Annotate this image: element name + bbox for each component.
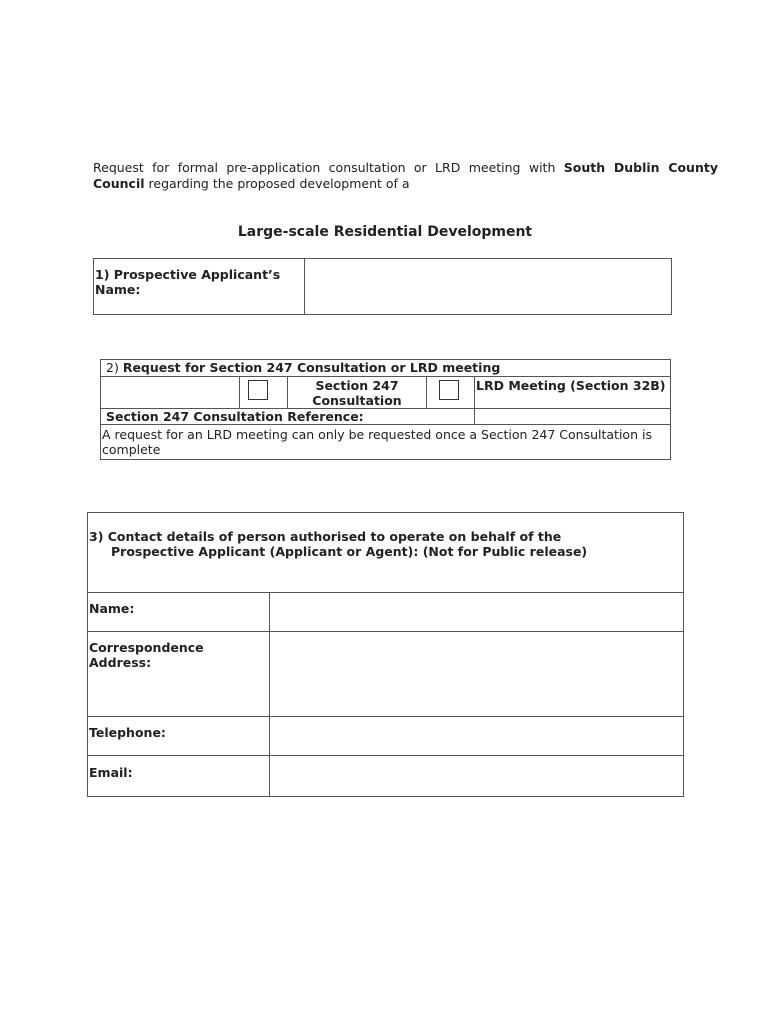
section3-heading-line2: Prospective Applicant (Applicant or Agent): (Not for Public release) (111, 544, 588, 559)
s247-option-label: Section 247 Consultation (288, 377, 427, 409)
section2-heading: Request for Section 247 Consultation or LRD meeting (122, 360, 501, 375)
request-type-table (100, 359, 671, 460)
council-name: South Dublin County Council (93, 160, 718, 191)
address-field[interactable] (270, 632, 684, 717)
name-field[interactable] (270, 593, 684, 632)
section3-heading-line1: 3) Contact details of person authorised to operate on behalf of the (89, 529, 562, 544)
telephone-field[interactable] (270, 717, 684, 756)
section3-heading-cell (88, 513, 684, 593)
intro-text-1: Request for formal pre-application consultation or LRD meeting with (93, 160, 564, 175)
lrd-note: A request for an LRD meeting can only be requested once a Section 247 Consultation is complete (101, 425, 671, 460)
lrd-checkbox[interactable] (439, 380, 459, 400)
s247-reference-field[interactable] (475, 409, 671, 425)
request-blank-cell (101, 377, 240, 409)
s247-checkbox[interactable] (248, 380, 268, 400)
address-label: Correspondence Address: (88, 632, 270, 717)
applicant-name-table (93, 258, 672, 315)
telephone-label: Telephone: (88, 717, 270, 756)
applicant-name-field[interactable] (305, 259, 672, 315)
email-field[interactable] (270, 756, 684, 797)
s247-checkbox-cell[interactable] (240, 377, 288, 409)
contact-details-table (87, 512, 684, 797)
intro-text-2: regarding the proposed development of a (144, 176, 410, 191)
lrd-option-label: LRD Meeting (Section 32B) (475, 377, 671, 409)
document-title: Large-scale Residential Development (237, 224, 533, 240)
section2-heading-cell (101, 360, 671, 377)
applicant-name-label: 1) Prospective Applicant’s Name: (94, 259, 305, 315)
lrd-checkbox-cell[interactable] (427, 377, 475, 409)
intro-paragraph (93, 160, 718, 192)
name-label: Name: (88, 593, 270, 632)
section2-number: 2) (106, 360, 123, 375)
email-label: Email: (88, 756, 270, 797)
s247-reference-label: Section 247 Consultation Reference: (101, 409, 475, 425)
